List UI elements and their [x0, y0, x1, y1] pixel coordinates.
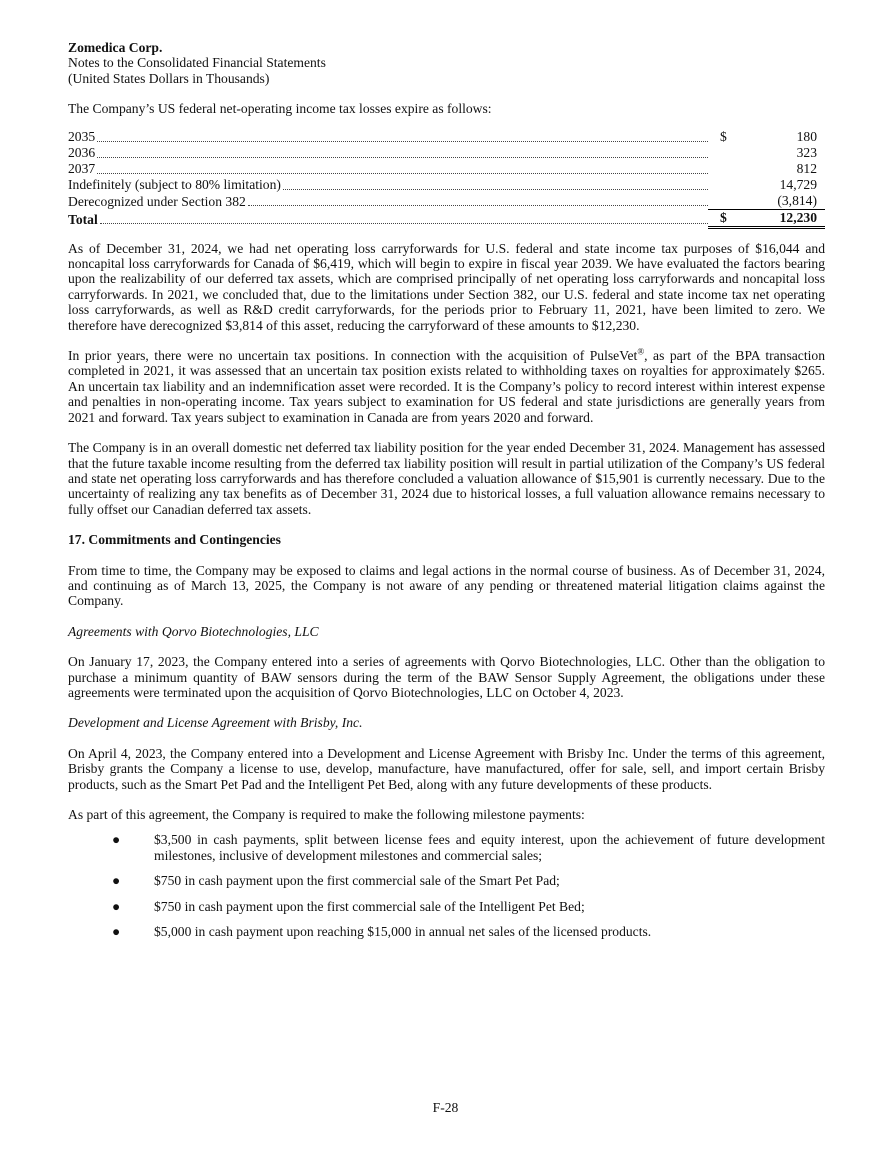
currency-symbol: $: [720, 129, 727, 145]
nol-row: [68, 145, 825, 161]
dot-leader: [97, 173, 708, 174]
milestone-item: [68, 832, 825, 863]
dot-leader: [248, 205, 708, 206]
nol-row: [68, 193, 825, 210]
milestone-item: [68, 873, 825, 888]
nol-row-label: 2035: [68, 129, 96, 145]
nol-row-value: 812: [796, 161, 817, 177]
paragraph-uncertain-tax-b: , as part of the BPA transaction completed in 2021, it was assessed that an uncertain tax position exists related to withholding taxes on royalties for approximately $265. An uncertain tax liability and an indemnification asset were recorded. It is the Company’s policy to record interest within interest expense and penalties in non-operating income. Tax years subject to examination for US federal and state jurisdictions are generally years from 2021 and forward. Tax years subject to examination in Canada are from years 2020 and forward.: [68, 348, 825, 425]
nol-row-value: 12,230: [741, 209, 825, 227]
currency-symbol: [708, 145, 741, 161]
paragraph-nol-carryforwards: As of December 31, 2024, we had net operating loss carryforwards for U.S. federal and state income tax purposes of $16,044 and noncapital loss carryforwards for Canada of $6,419, which will begin to expire in fiscal year 2039. We have evaluated the factors bearing upon the realizability of our deferred tax assets, which are comprised principally of net operating loss carryforwards and noncapital loss carryforwards. In 2021, we concluded that, due to the limitations under Section 382, our U.S. federal and state income tax net operating loss carryforwards, as well as R&D credit carryforwards, for the periods prior to February 11, 2021, have been limited to zero. We therefore have derecognized $3,814 of this asset, reducing the carryforward of these amounts to $12,230.: [68, 240, 825, 333]
company-name: Zomedica Corp.: [68, 40, 163, 55]
nol-intro: The Company’s US federal net-operating income tax losses expire as follows:: [68, 101, 492, 117]
paragraph-uncertain-tax: [68, 348, 825, 425]
paragraph-uncertain-tax-a: In prior years, there were no uncertain tax positions. In connection with the acquisition of PulseVet: [68, 348, 638, 364]
bullet-icon: ●: [112, 924, 121, 940]
milestone-text: $750 in cash payment upon the first commercial sale of the Smart Pet Pad;: [154, 873, 560, 889]
paragraph-brisby: On April 4, 2023, the Company entered into a Development and License Agreement with Brisby Inc. Under the terms of this agreement, Brisby grants the Company a license to use, develop, manufacture, have manufactured, offer for sale, sell, and import certain Brisby products, such as the Smart Pet Pad and the Intelligent Pet Bed, along with any future developments of these products.: [68, 745, 825, 792]
dot-leader: [97, 141, 708, 142]
nol-row-label: Total: [68, 211, 98, 227]
nol-row-value: (3,814): [777, 193, 817, 209]
nol-row-value: 180: [796, 129, 817, 145]
milestone-item: [68, 924, 825, 939]
milestone-text: $5,000 in cash payment upon reaching $15,000 in annual net sales of the licensed products.: [154, 924, 652, 940]
subheading-qorvo: Agreements with Qorvo Biotechnologies, LLC: [68, 623, 319, 639]
bullet-icon: ●: [112, 873, 121, 889]
subheading-brisby: Development and License Agreement with Brisby, Inc.: [68, 715, 363, 731]
paragraph-legal-claims: From time to time, the Company may be exposed to claims and legal actions in the normal course of business. As of December 31, 2024, and continuing as of March 13, 2025, the Company is not aware of any pending or threatened material litigation claims against the Company.: [68, 562, 825, 609]
nol-total-row: [68, 209, 825, 227]
dot-leader: [97, 157, 708, 158]
nol-row: [68, 161, 825, 177]
milestone-list: [68, 832, 825, 939]
bullet-icon: ●: [112, 898, 121, 914]
dot-leader: [283, 189, 708, 190]
milestone-text: $750 in cash payment upon the first commercial sale of the Intelligent Pet Bed;: [154, 898, 585, 914]
nol-expiry-table: [68, 129, 825, 229]
nol-row-value: 14,729: [779, 177, 817, 193]
currency-symbol: $: [708, 209, 741, 227]
paragraph-valuation-allowance: The Company is in an overall domestic net deferred tax liability position for the year ended December 31, 2024. Management has assessed that the future taxable income resulting from the deferred tax liability position will result in partial utilization of the Company’s US federal and state net operating loss carryforwards and has therefore concluded a valuation allowance of $15,901 is currently necessary. Due to the uncertainty of realizing any tax benefits as of December 31, 2024 due to historical losses, a full valuation allowance remains necessary to fully offset our Canadian deferred tax assets.: [68, 440, 825, 517]
bullet-icon: ●: [112, 832, 121, 848]
paragraph-qorvo: On January 17, 2023, the Company entered into a series of agreements with Qorvo Biotechnologies, LLC. Other than the obligation to purchase a minimum quantity of BAW sensors during the term of the BAW Sensor Supply Agreement, the obligations under these agreements were terminated upon the acquisition of Qorvo Biotechnologies, LLC on October 4, 2023.: [68, 654, 825, 700]
page-number: F-28: [432, 1100, 459, 1115]
document-page: [68, 40, 825, 949]
nol-row: [68, 177, 825, 193]
header-currency-note: (United States Dollars in Thousands): [68, 70, 270, 86]
nol-row-label: 2036: [68, 145, 96, 161]
nol-row-label: Derecognized under Section 382: [68, 193, 246, 209]
currency-symbol: [708, 161, 741, 177]
currency-symbol: [708, 193, 741, 210]
milestone-item: [68, 899, 825, 914]
section-heading-commitments: 17. Commitments and Contingencies: [68, 532, 281, 548]
dot-leader: [100, 223, 708, 224]
currency-symbol: [708, 177, 741, 193]
paragraph-milestones-intro: As part of this agreement, the Company is required to make the following milestone payments:: [68, 807, 585, 822]
header-notes-title: Notes to the Consolidated Financial Statements: [68, 55, 326, 71]
nol-row-label: 2037: [68, 161, 96, 177]
document-header: [68, 40, 825, 86]
nol-row-label: Indefinitely (subject to 80% limitation): [68, 177, 281, 193]
registered-mark: ®: [637, 346, 645, 357]
nol-row: [68, 129, 825, 145]
milestone-text: $3,500 in cash payments, split between license fees and equity interest, upon the achievement of future development milestones, inclusive of development milestones and commercial sales;: [154, 832, 825, 863]
nol-row-value: 323: [796, 145, 817, 161]
